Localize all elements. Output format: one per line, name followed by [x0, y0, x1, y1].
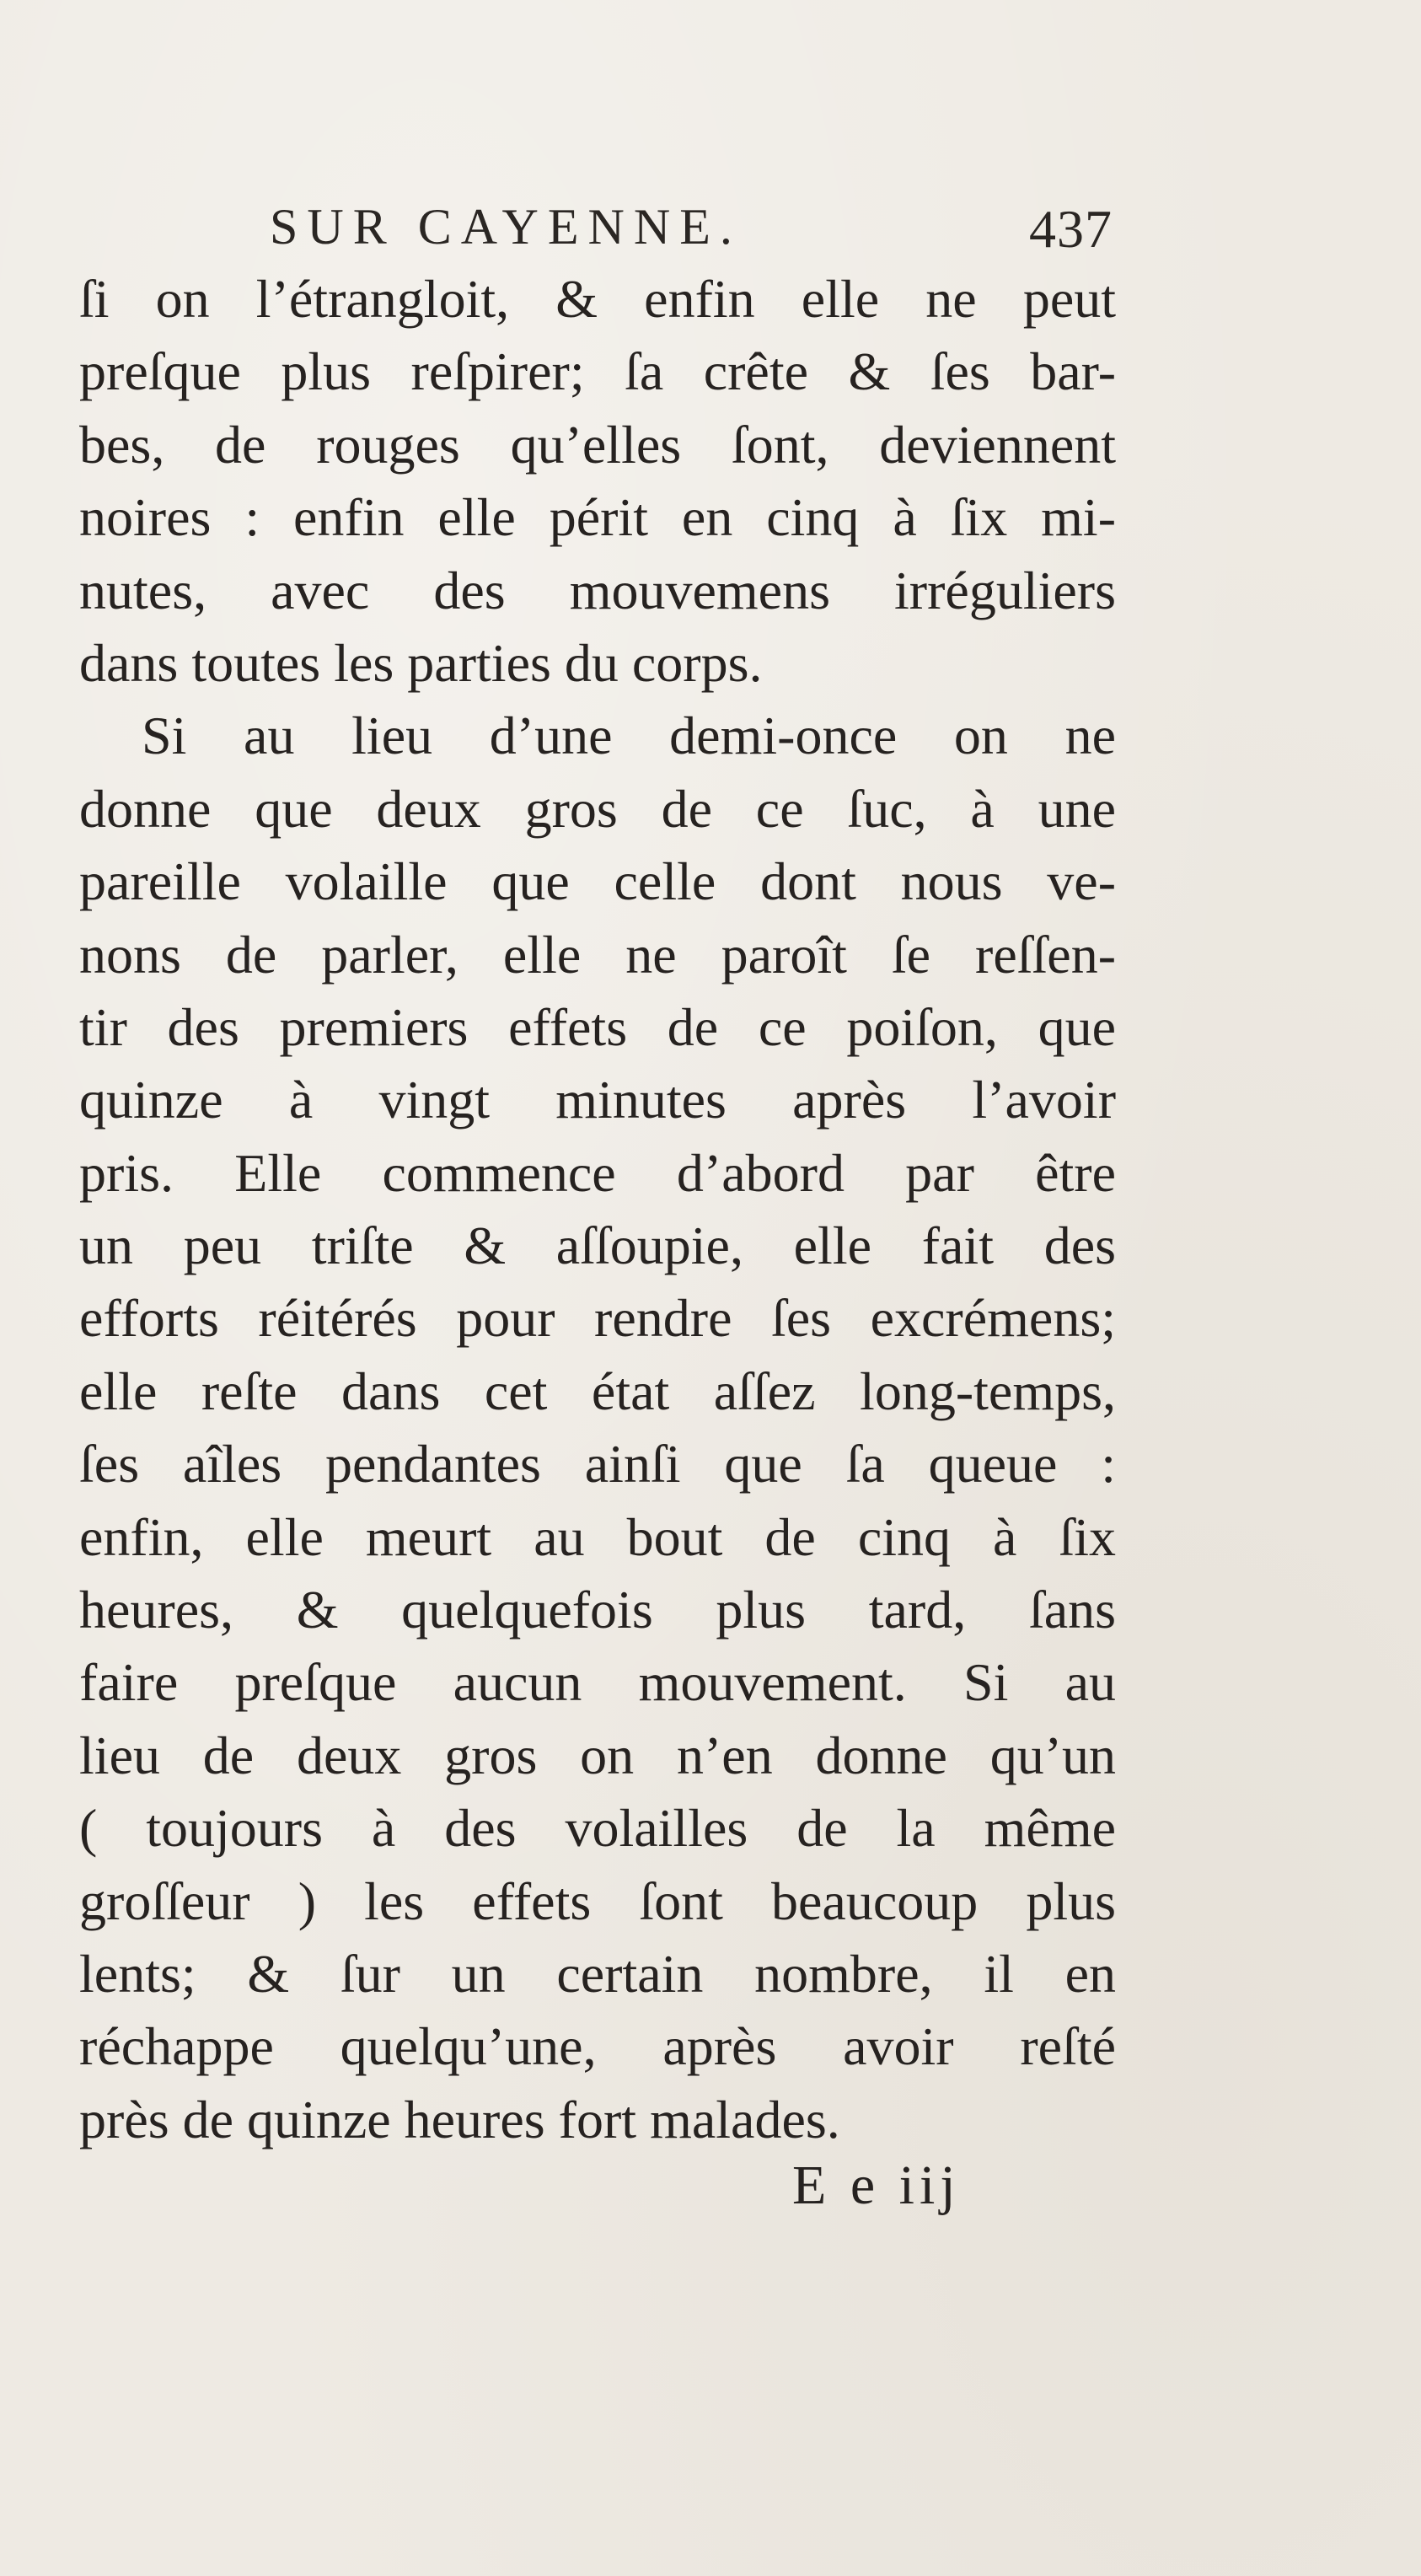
text-line: efforts réitérés pour rendre ſes excrémens;	[79, 1288, 1116, 1349]
text-line: tir des premiers effets de ce poiſon, que	[79, 996, 1116, 1057]
text-line: enfin, elle meurt au bout de cinq à ſix	[79, 1506, 1116, 1567]
text-line: groſſeur ) les effets ſont beaucoup plus	[79, 1870, 1116, 1931]
text-line: faire preſque aucun mouvement. Si au	[79, 1652, 1116, 1713]
running-head-title: SUR CAYENNE.	[270, 199, 742, 255]
text-line: près de quinze heures fort malades.	[79, 2089, 840, 2149]
text-line: ( toujours à des volailles de la même	[79, 1798, 1116, 1859]
text-line: quinze à vingt minutes après l’avoir	[79, 1070, 1116, 1130]
text-line: preſque plus reſpirer; ſa crête & ſes bar-	[79, 341, 1116, 402]
text-line: ſes aîles pendantes ainſi que ſa queue :	[79, 1434, 1116, 1495]
page-number: 437	[1029, 199, 1113, 259]
paragraph-first-line: Si au lieu d’une demi-once on ne	[142, 706, 1116, 766]
text-line: réchappe quelqu’une, après avoir reſté	[79, 2016, 1116, 2077]
running-head	[270, 198, 1113, 266]
text-line: ſi on l’étrangloit, & enfin elle ne peut	[79, 269, 1116, 329]
text-line: donne que deux gros de ce ſuc, à une	[79, 778, 1116, 839]
text-line: elle reſte dans cet état aſſez long-temps,	[79, 1360, 1116, 1421]
text-line: noires : enfin elle périt en cinq à ſix mi-	[79, 487, 1116, 548]
text-line: nutes, avec des mouvemens irréguliers	[79, 560, 1116, 620]
text-line: heures, & quelquefois plus tard, ſans	[79, 1580, 1116, 1640]
text-line: bes, de rouges qu’elles ſont, deviennent	[79, 414, 1116, 475]
text-line: lents; & ſur un certain nombre, il en	[79, 1943, 1116, 2004]
text-line: pareille volaille que celle dont nous ve-	[79, 851, 1116, 912]
text-line: dans toutes les parties du corps.	[79, 632, 763, 693]
text-line: un peu triſte & aſſoupie, elle fait des	[79, 1216, 1116, 1276]
text-line: lieu de deux gros on n’en donne qu’un	[79, 1725, 1116, 1785]
body-text	[79, 263, 1116, 2156]
text-line: nons de parler, elle ne paroît ſe reſſen-	[79, 924, 1116, 985]
text-line: pris. Elle commence d’abord par être	[79, 1142, 1116, 1203]
signature-mark: E e iij	[792, 2155, 961, 2216]
